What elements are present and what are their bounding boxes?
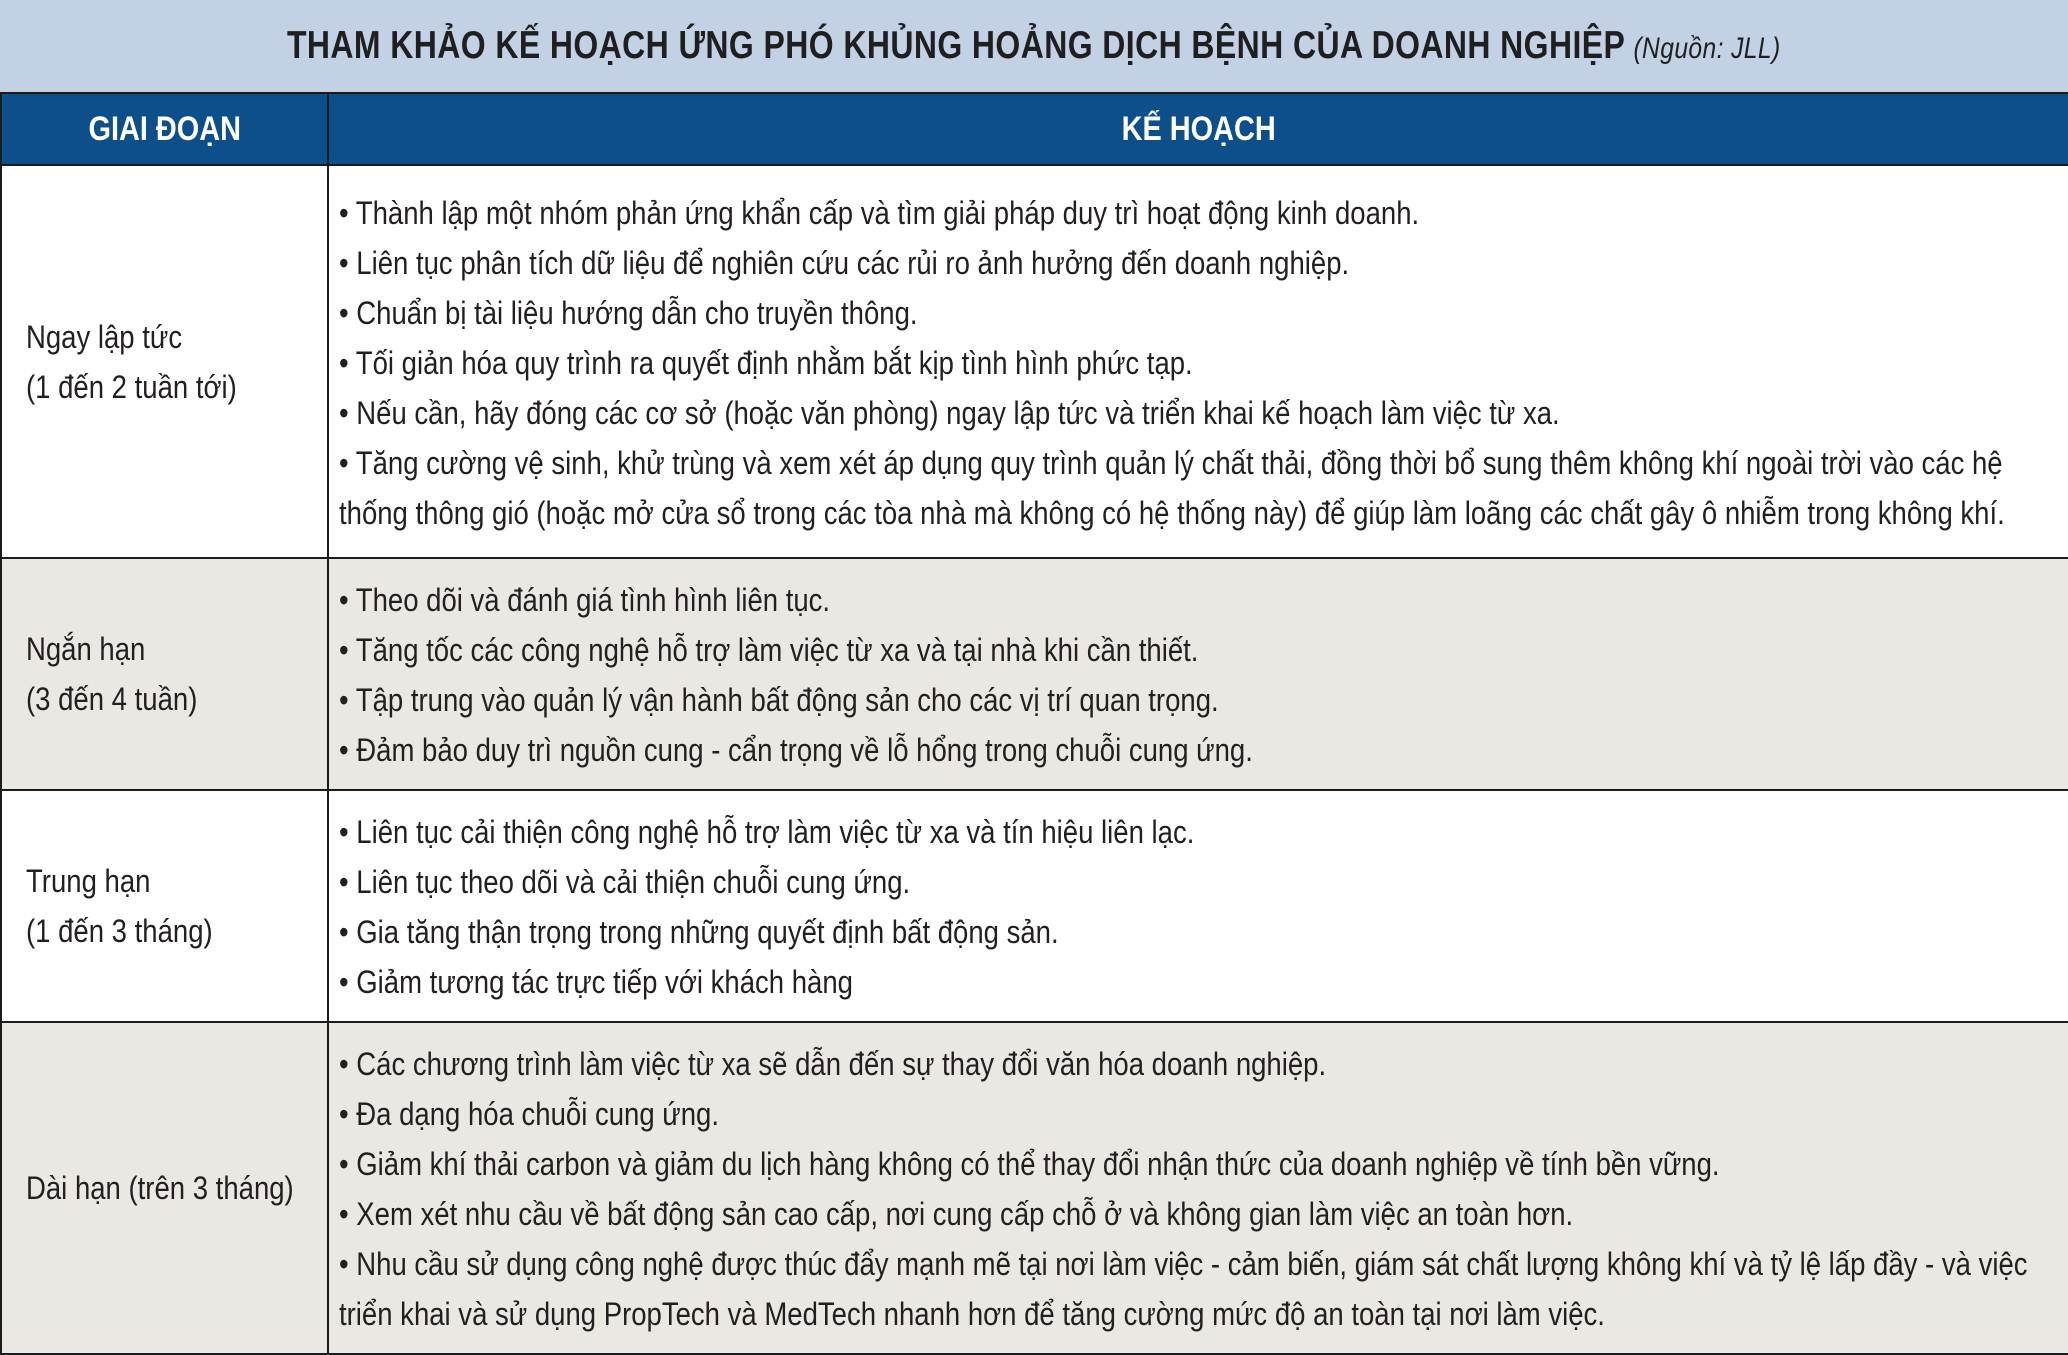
list-item: • Chuẩn bị tài liệu hướng dẫn cho truyền thông. <box>339 294 918 331</box>
stage-label: Dài hạn (trên 3 tháng) <box>26 1170 294 1206</box>
list-item: • Nhu cầu sử dụng công nghệ được thúc đẩy mạnh mẽ tại nơi làm việc - cảm biến, giám sát chất lượng không khí và tỷ lệ lấp đầy - và việc triển khai và sử dụng PropTech và MedTech nhanh hơn để tăng cường mức độ an toàn tại nơi làm việc. <box>339 1246 2028 1332</box>
list-item: • Tập trung vào quản lý vận hành bất động sản cho các vị trí quan trọng. <box>339 682 1219 718</box>
plan-cell <box>328 165 2068 558</box>
list-item: • Liên tục cải thiện công nghệ hỗ trợ làm việc từ xa và tín hiệu liên lạc. <box>339 814 1195 850</box>
table-row <box>1 558 2068 790</box>
table-row <box>1 1022 2068 1354</box>
list-item: • Thành lập một nhóm phản ứng khẩn cấp và tìm giải pháp duy trì hoạt động kinh doanh. <box>339 194 1420 231</box>
page-title <box>287 24 1781 68</box>
stage-duration: (3 đến 4 tuần) <box>26 681 198 717</box>
list-item: • Giảm tương tác trực tiếp với khách hàng <box>339 964 853 1000</box>
stage-cell <box>1 165 328 558</box>
table-row <box>1 790 2068 1022</box>
stage-duration: (1 đến 3 tháng) <box>26 913 213 949</box>
list-item: • Nếu cần, hãy đóng các cơ sở (hoặc văn phòng) ngay lập tức và triển khai kế hoạch làm việc từ xa. <box>339 394 1560 431</box>
list-item: • Các chương trình làm việc từ xa sẽ dẫn đến sự thay đổi văn hóa doanh nghiệp. <box>339 1046 1327 1082</box>
title-bar <box>0 0 2068 92</box>
stage-duration: (1 đến 2 tuần tới) <box>26 368 237 405</box>
stage-label: Trung hạn <box>26 863 151 899</box>
stage-cell <box>1 1022 328 1354</box>
header-plan: KẾ HOẠCH <box>328 93 2068 165</box>
list-item: • Đa dạng hóa chuỗi cung ứng. <box>339 1096 719 1132</box>
list-item: • Tối giản hóa quy trình ra quyết định nhằm bắt kịp tình hình phức tạp. <box>339 344 1193 381</box>
list-item: • Xem xét nhu cầu về bất động sản cao cấp, nơi cung cấp chỗ ở và không gian làm việc an toàn hơn. <box>339 1196 1574 1232</box>
list-item: • Gia tăng thận trọng trong những quyết định bất động sản. <box>339 914 1059 950</box>
list-item: • Tăng tốc các công nghệ hỗ trợ làm việc từ xa và tại nhà khi cần thiết. <box>339 632 1199 668</box>
table-header-row <box>1 93 2068 165</box>
plan-list <box>339 575 2060 775</box>
plan-list <box>339 1039 2060 1339</box>
plan-cell <box>328 558 2068 790</box>
stage-label: Ngay lập tức <box>26 318 183 355</box>
plan-list <box>339 188 2060 538</box>
header-stage: GIAI ĐOẠN <box>1 93 328 165</box>
plan-cell <box>328 1022 2068 1354</box>
stage-cell <box>1 558 328 790</box>
response-plan-table <box>0 92 2068 1355</box>
title-text: THAM KHẢO KẾ HOẠCH ỨNG PHÓ KHỦNG HOẢNG DỊCH BỆNH CỦA DOANH NGHIỆP <box>287 24 1626 67</box>
stage-label: Ngắn hạn <box>26 631 146 667</box>
list-item: • Liên tục phân tích dữ liệu để nghiên cứu các rủi ro ảnh hưởng đến doanh nghiệp. <box>339 244 1350 281</box>
title-source: (Nguồn: JLL) <box>1633 32 1781 65</box>
table-row <box>1 165 2068 558</box>
plan-cell <box>328 790 2068 1022</box>
plan-list <box>339 807 2060 1007</box>
list-item: • Tăng cường vệ sinh, khử trùng và xem xét áp dụng quy trình quản lý chất thải, đồng thời bổ sung thêm không khí ngoài trời vào các hệ thống thông gió (hoặc mở cửa sổ trong các tòa nhà mà không có hệ thống này) để giúp làm loãng các chất gây ô nhiễm trong không khí. <box>339 444 2005 531</box>
list-item: • Đảm bảo duy trì nguồn cung - cẩn trọng về lỗ hổng trong chuỗi cung ứng. <box>339 732 1253 768</box>
stage-cell <box>1 790 328 1022</box>
list-item: • Giảm khí thải carbon và giảm du lịch hàng không có thể thay đổi nhận thức của doanh nghiệp về tính bền vững. <box>339 1146 1720 1182</box>
list-item: • Liên tục theo dõi và cải thiện chuỗi cung ứng. <box>339 864 911 900</box>
list-item: • Theo dõi và đánh giá tình hình liên tục. <box>339 582 831 618</box>
